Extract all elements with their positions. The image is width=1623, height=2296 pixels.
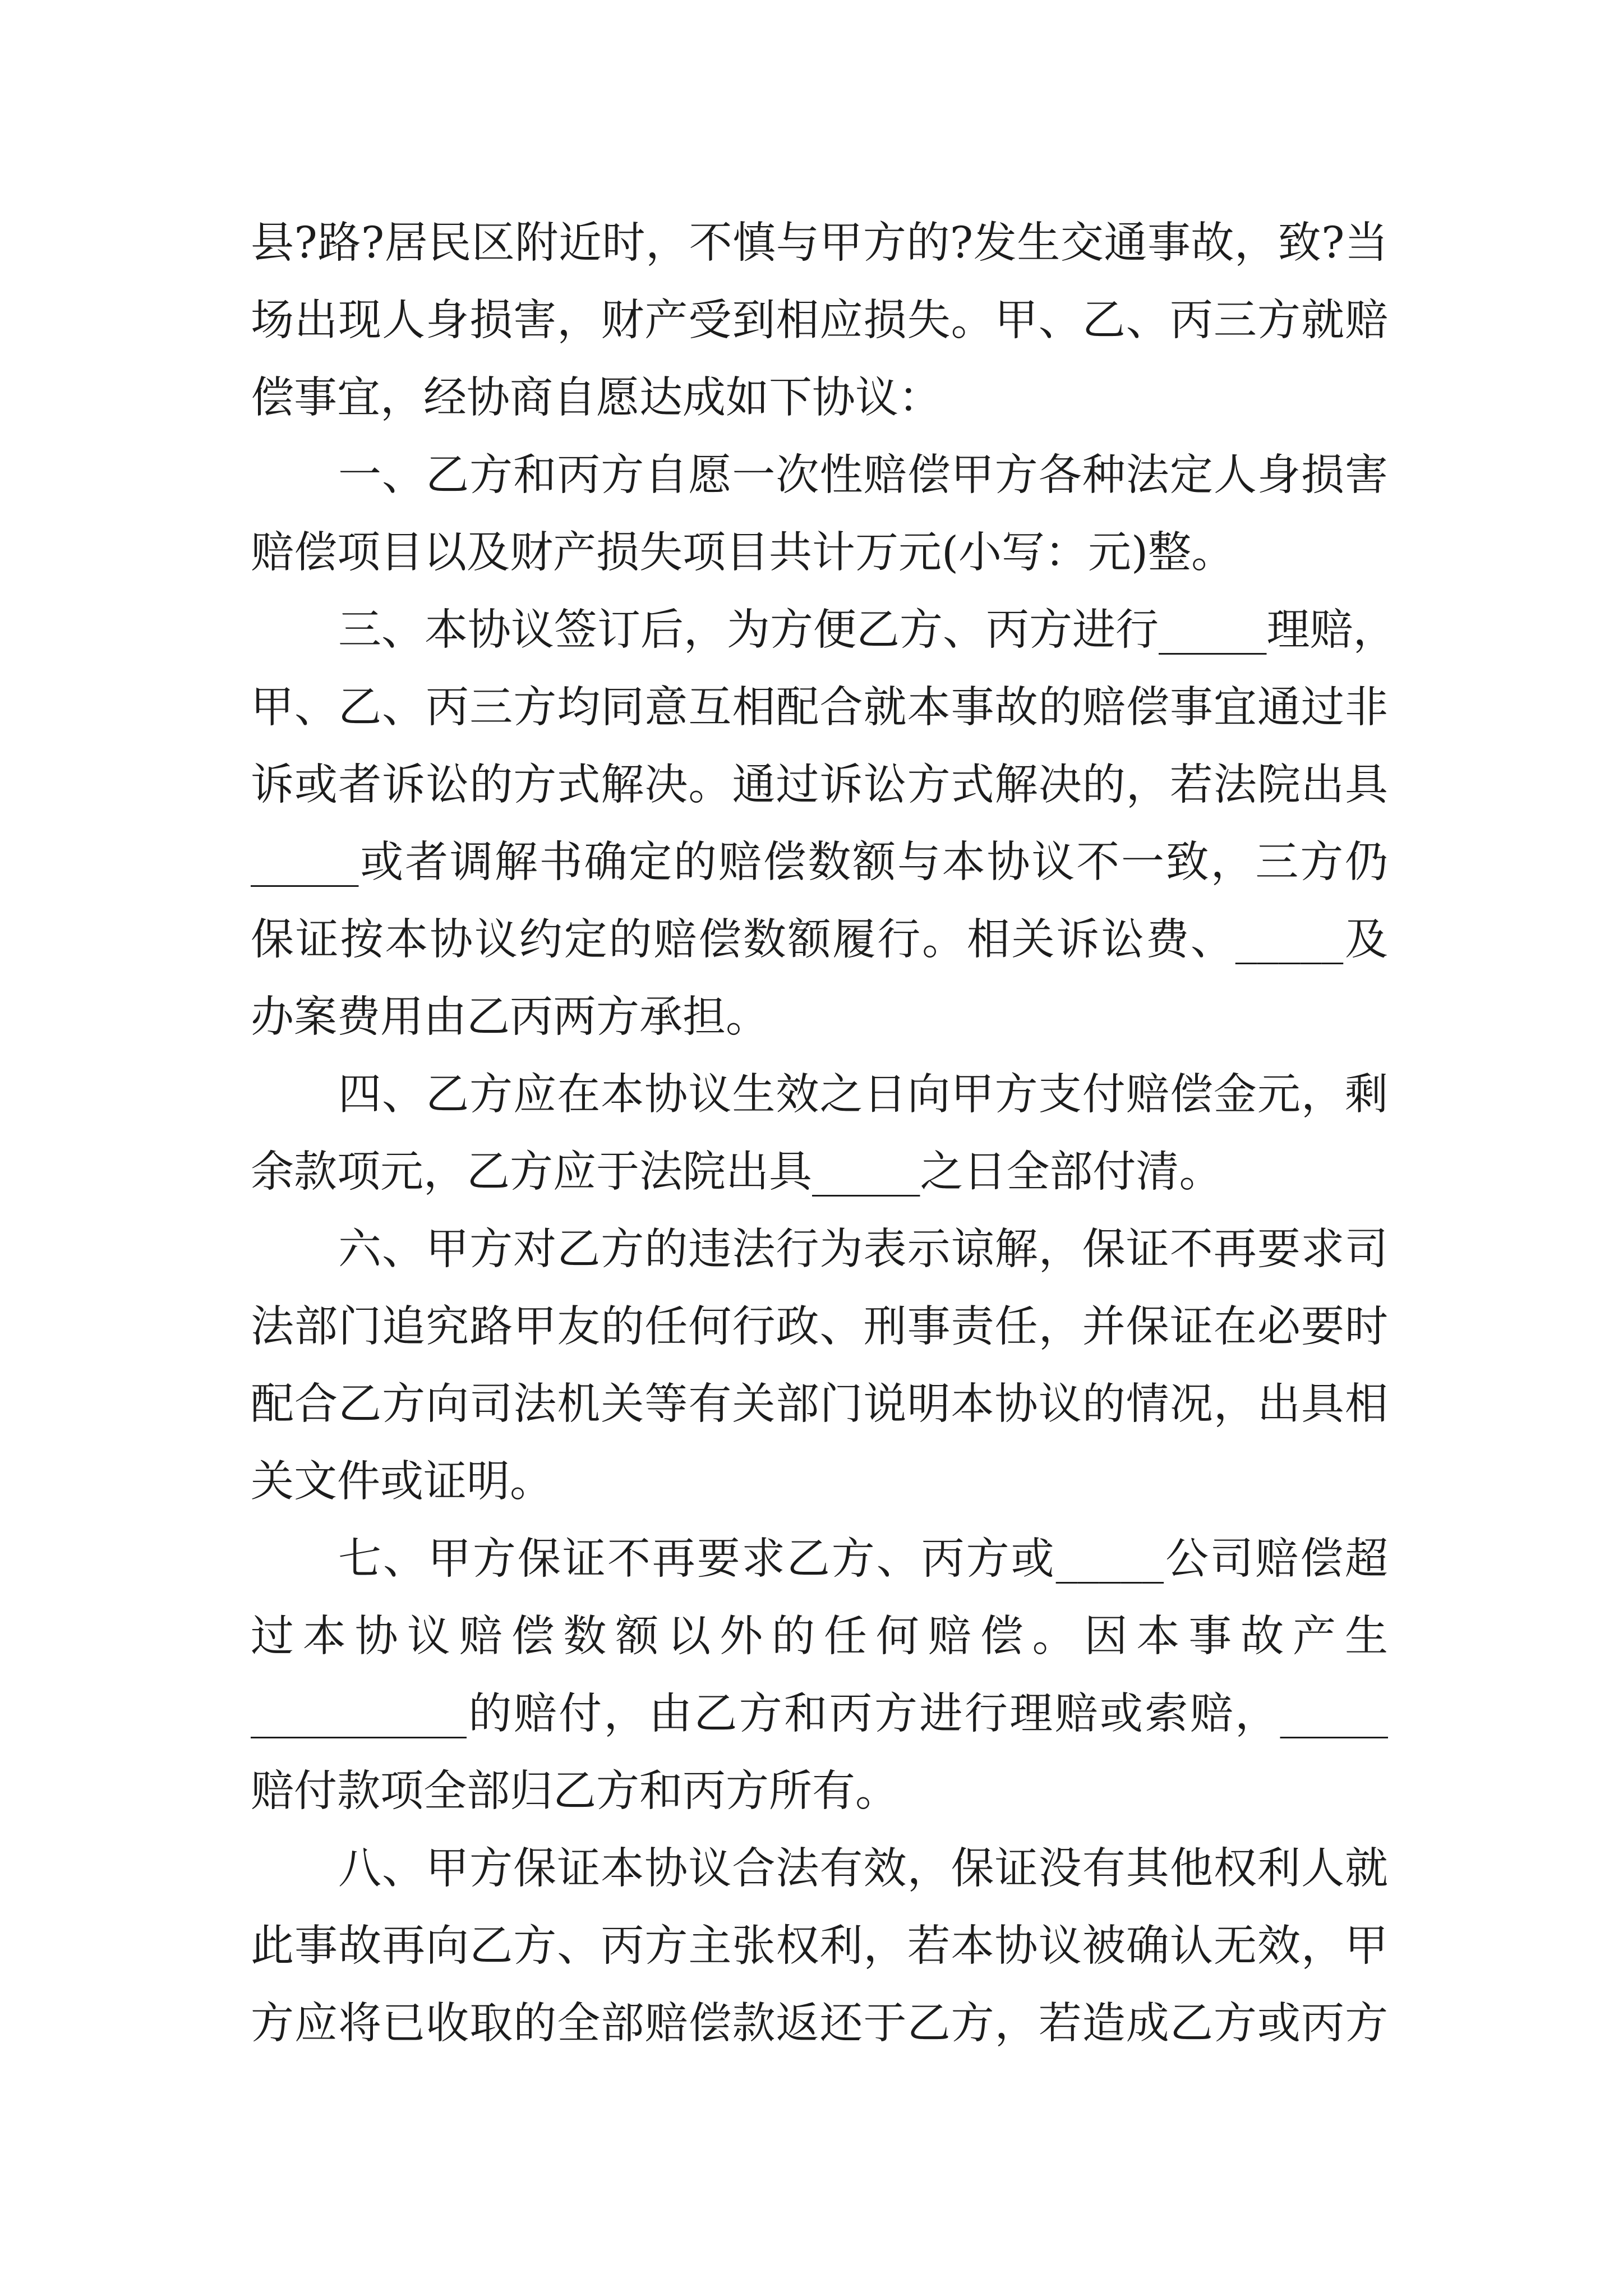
- text-line: 四、乙方应在本协议生效之日向甲方支付赔偿金元，剩: [338, 1070, 1388, 1120]
- text-line: 余款项元，乙方应于法院出具_____之日全部付清。: [251, 1147, 1223, 1197]
- text-line: 方应将已收取的全部赔偿款返还于乙方，若造成乙方或丙方: [251, 1999, 1388, 2049]
- text-line: 七、甲方保证不再要求乙方、丙方或_____公司赔偿超: [338, 1534, 1388, 1584]
- text-line: 配合乙方向司法机关等有关部门说明本协议的情况，出具相: [251, 1379, 1388, 1429]
- paragraph-clause-4: [251, 1056, 1388, 1211]
- text-line: 县?路?居民区附近时，不慎与甲方的?发生交通事故，致?当: [251, 218, 1388, 268]
- text-line: 办案费用由乙丙两方承担。: [251, 992, 769, 1042]
- text-line: 三、本协议签订后，为方便乙方、丙方进行_____理赔，: [338, 605, 1396, 655]
- paragraph-clause-7: [251, 1521, 1388, 1830]
- paragraph-clause-1: [251, 437, 1388, 592]
- text-line: 赔付款项全部归乙方和丙方所有。: [251, 1766, 898, 1816]
- text-line: 八、甲方保证本协议合法有效，保证没有其他权利人就: [338, 1844, 1388, 1894]
- text-line: 保证按本协议约定的赔偿数额履行。相关诉讼费、_____及: [251, 915, 1388, 965]
- text-line: 诉或者诉讼的方式解决。通过诉讼方式解决的，若法院出具: [251, 760, 1388, 810]
- paragraph-clause-8: [251, 1830, 1388, 2063]
- text-line: 此事故再向乙方、丙方主张权利，若本协议被确认无效，甲: [251, 1921, 1388, 1971]
- document-body: [251, 205, 1396, 2063]
- text-line: 过本协议赔偿数额以外的任何赔偿。因本事故产生: [251, 1612, 1388, 1662]
- paragraph-clause-3: [251, 592, 1396, 1056]
- text-line: 六、甲方对乙方的违法行为表示谅解，保证不再要求司: [338, 1225, 1388, 1274]
- text-line: 偿事宜，经协商自愿达成如下协议：: [251, 373, 942, 423]
- text-line: 甲、乙、丙三方均同意互相配合就本事故的赔偿事宜通过非: [251, 683, 1388, 733]
- paragraph-clause-6: [251, 1211, 1388, 1521]
- text-line: 赔偿项目以及财产损失项目共计万元(小写：元)整。: [251, 528, 1235, 578]
- text-line: 场出现人身损害，财产受到相应损失。甲、乙、丙三方就赔: [251, 296, 1388, 346]
- text-line: 法部门追究路甲友的任何行政、刑事责任，并保证在必要时: [251, 1302, 1388, 1352]
- text-line: _____或者调解书确定的赔偿数额与本协议不一致，三方仍: [251, 838, 1388, 887]
- text-line: __________的赔付，由乙方和丙方进行理赔或索赔，_____: [251, 1689, 1388, 1739]
- text-line: 一、乙方和丙方自愿一次性赔偿甲方各种法定人身损害: [338, 450, 1388, 500]
- text-line: 关文件或证明。: [251, 1457, 553, 1507]
- paragraph-continuation: [251, 205, 1388, 437]
